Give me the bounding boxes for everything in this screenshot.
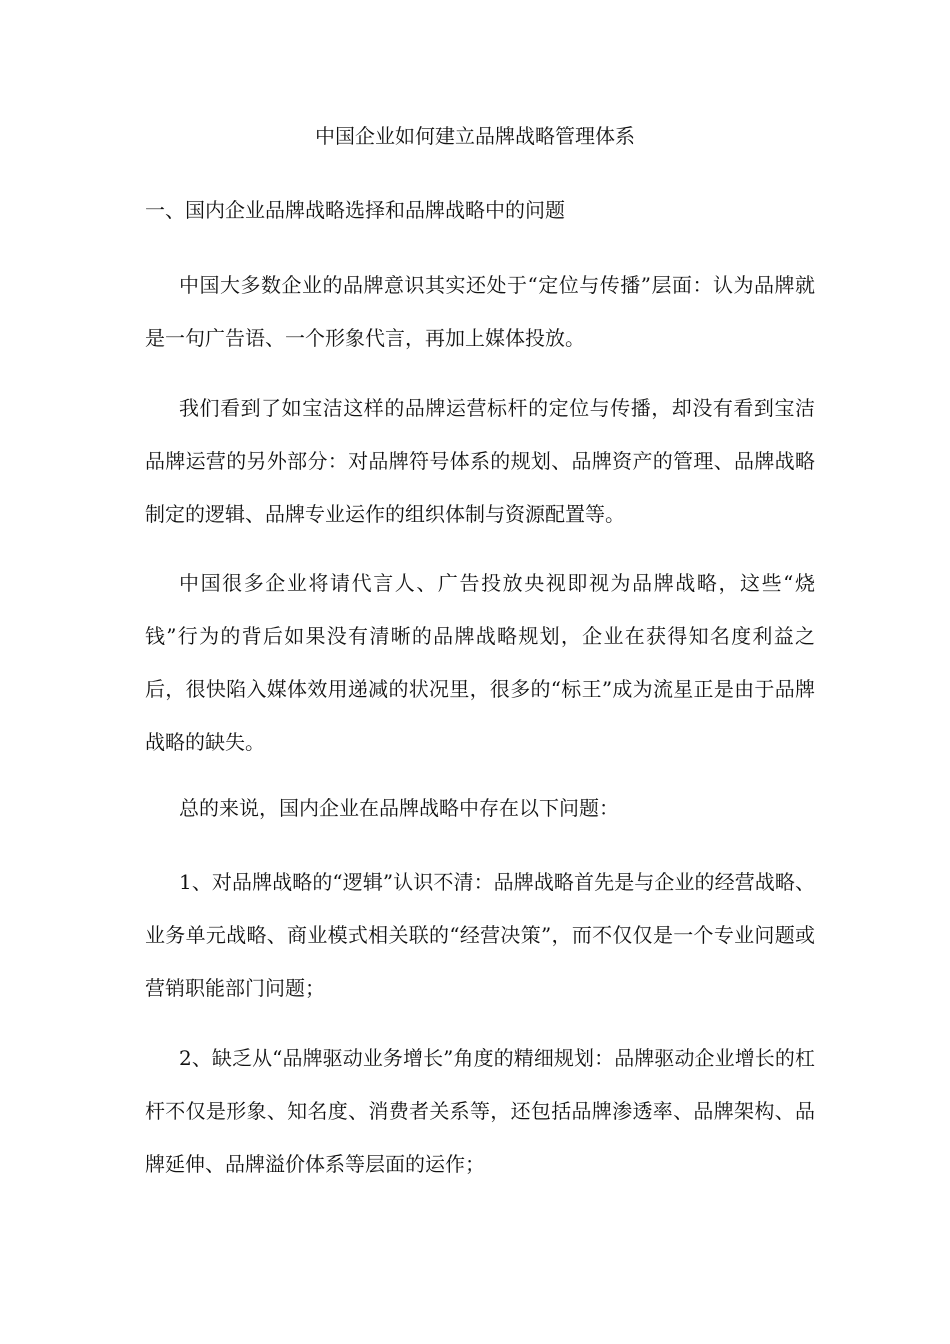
paragraph: 总的来说，国内企业在品牌战略中存在以下问题： <box>179 796 619 820</box>
paragraph: 中国很多企业将请代言人、广告投放央视即视为品牌战略，这些“烧钱”行为的背后如果没有清晰的品牌战略规划，企业在获得知名度利益之后，很快陷入媒体效用递减的状况里，很多的“标王”成为流星正是由于品牌战略的缺失。 <box>145 571 815 754</box>
document-title: 中国企业如何建立品牌战略管理体系 <box>315 124 635 148</box>
paragraph: 2、缺乏从“品牌驱动业务增长”角度的精细规划：品牌驱动企业增长的杠杆不仅是形象、知名度、消费者关系等，还包括品牌渗透率、品牌架构、品牌延伸、品牌溢价体系等层面的运作； <box>145 1046 815 1176</box>
paragraph: 中国大多数企业的品牌意识其实还处于“定位与传播”层面：认为品牌就是一句广告语、一个形象代言，再加上媒体投放。 <box>145 273 815 350</box>
paragraph: 1、对品牌战略的“逻辑”认识不清：品牌战略首先是与企业的经营战略、业务单元战略、商业模式相关联的“经营决策”，而不仅仅是一个专业问题或营销职能部门问题； <box>145 870 815 1000</box>
paragraph: 我们看到了如宝洁这样的品牌运营标杆的定位与传播，却没有看到宝洁品牌运营的另外部分：对品牌符号体系的规划、品牌资产的管理、品牌战略制定的逻辑、品牌专业运作的组织体制与资源配置等。 <box>145 396 815 526</box>
section-heading: 一、国内企业品牌战略选择和品牌战略中的问题 <box>145 198 565 222</box>
